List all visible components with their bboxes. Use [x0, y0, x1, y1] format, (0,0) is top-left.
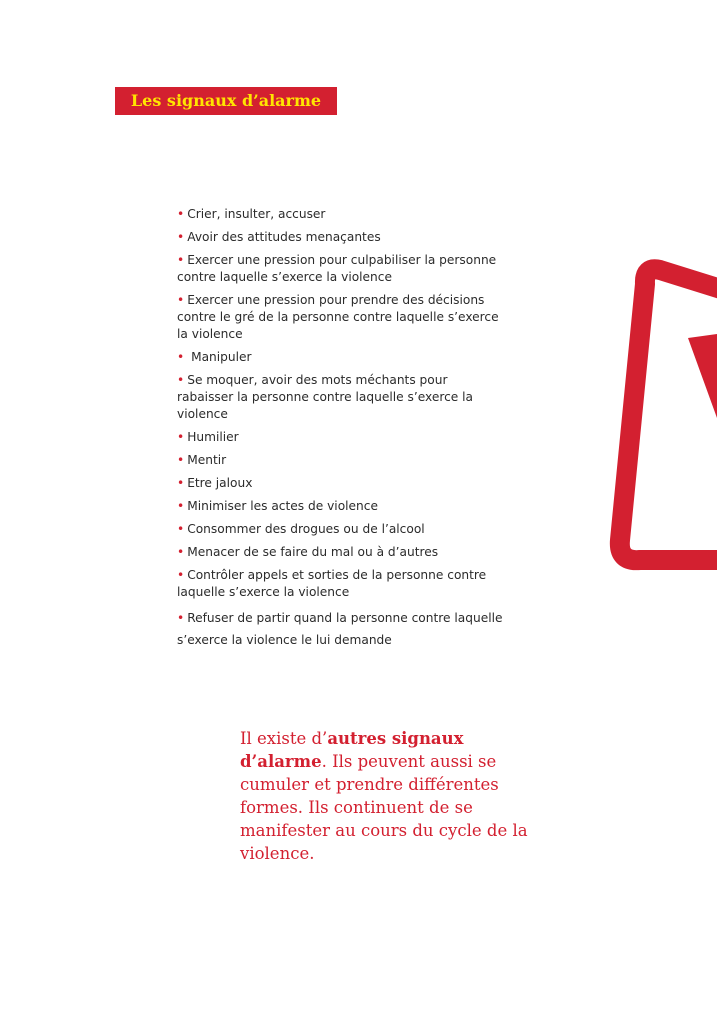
list-item	[177, 372, 507, 423]
note-intro: Il existe d’	[240, 729, 328, 748]
bullet-icon: •	[177, 207, 185, 221]
list-item-text: Mentir	[187, 453, 227, 467]
bullet-icon: •	[177, 373, 185, 387]
list-item	[177, 607, 507, 651]
list-item	[177, 521, 507, 538]
bullet-icon: •	[177, 453, 185, 467]
list-item	[177, 452, 507, 469]
list-item-text: Minimiser les actes de violence	[187, 499, 378, 513]
list-item	[177, 206, 507, 223]
list-item	[177, 498, 507, 515]
page-title: Les signaux d’alarme	[115, 87, 337, 115]
list-item	[177, 292, 507, 343]
bullet-icon: •	[177, 522, 185, 536]
list-item-text: Exercer une pression pour culpabiliser la personne contre laquelle s’exerce la violence	[177, 253, 497, 284]
list-item	[177, 349, 507, 366]
list-item	[177, 544, 507, 561]
note-emphasis: autres signaux d’alarme	[240, 729, 464, 771]
list-item-text: Etre jaloux	[187, 476, 253, 490]
bullet-icon: •	[177, 545, 185, 559]
list-item-text: Refuser de partir quand la personne contre laquelle s’exerce la violence le lui demande	[177, 611, 503, 647]
bullet-icon: •	[177, 499, 185, 513]
list-item-text: Crier, insulter, accuser	[187, 207, 326, 221]
bullet-icon: •	[177, 350, 185, 364]
warning-triangle-icon	[600, 240, 717, 580]
warning-signs-list	[177, 206, 507, 657]
bullet-icon: •	[177, 476, 185, 490]
list-item	[177, 475, 507, 492]
list-item	[177, 229, 507, 246]
bullet-icon: •	[177, 568, 185, 582]
list-item-text: Menacer de se faire du mal ou à d’autres	[187, 545, 439, 559]
bullet-icon: •	[177, 293, 185, 307]
bullet-icon: •	[177, 611, 185, 625]
bullet-icon: •	[177, 253, 185, 267]
warning-triangle-outline	[620, 269, 717, 560]
closing-note	[240, 727, 540, 865]
list-item-text: Humilier	[187, 430, 239, 444]
list-item-text: Avoir des attitudes menaçantes	[187, 230, 381, 244]
list-item-text: Exercer une pression pour prendre des décisions contre le gré de la personne contre laquelle s’exerce la violence	[177, 293, 499, 341]
list-item-text: Consommer des drogues ou de l’alcool	[187, 522, 425, 536]
list-item-text: Se moquer, avoir des mots méchants pour rabaisser la personne contre laquelle s’exerce la violence	[177, 373, 473, 421]
bullet-icon: •	[177, 230, 185, 244]
warning-exclamation-mark	[688, 334, 717, 418]
list-item	[177, 567, 507, 601]
note-rest: . Ils peuvent aussi se cumuler et prendre différentes formes. Ils continuent de se manifester au cours du cycle de la violence.	[240, 752, 528, 863]
list-item	[177, 252, 507, 286]
list-item-text: Manipuler	[187, 350, 252, 364]
list-item-text: Contrôler appels et sorties de la personne contre laquelle s’exerce la violence	[177, 568, 487, 599]
bullet-icon: •	[177, 430, 185, 444]
list-item	[177, 429, 507, 446]
